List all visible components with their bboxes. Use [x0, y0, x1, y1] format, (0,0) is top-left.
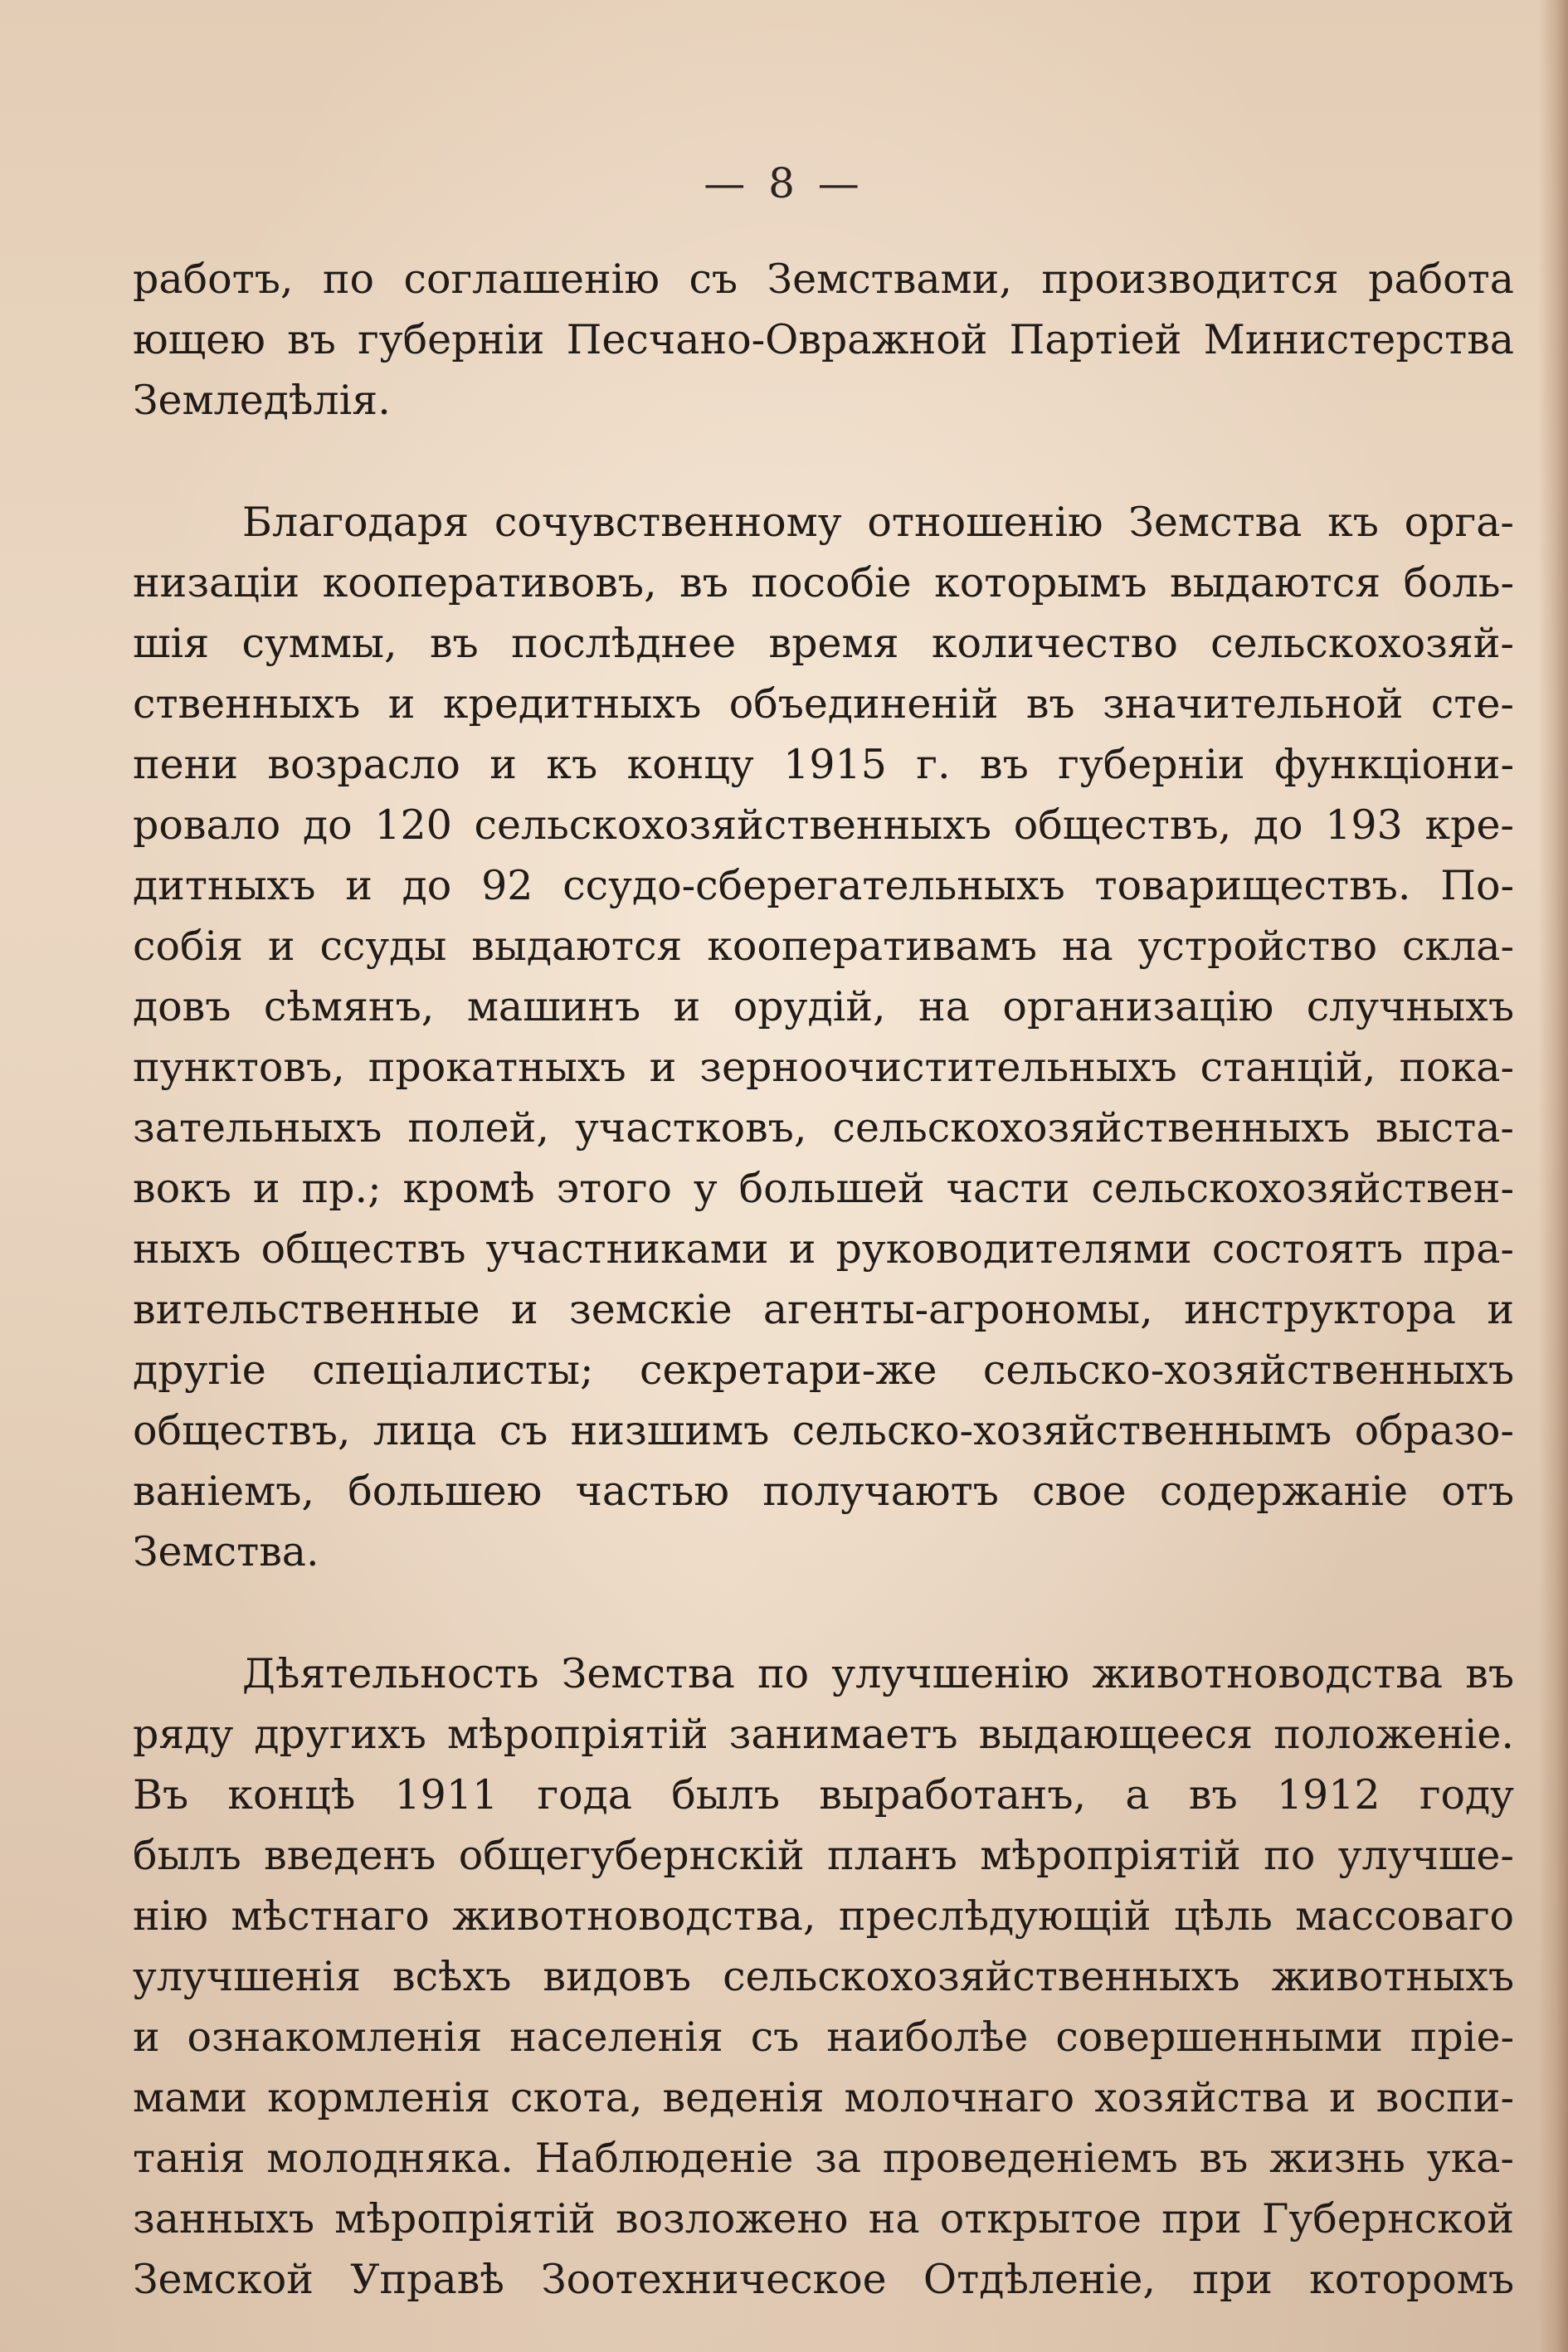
- text-line: Дѣятельность Земства по улучшенію животноводства въ: [242, 1650, 1514, 1697]
- text-line: и ознакомленія населенія съ наиболѣе совершенными пріе-: [133, 2014, 1514, 2061]
- text-line: танія молодняка. Наблюденіе за проведеніемъ въ жизнь ука-: [133, 2135, 1514, 2182]
- text-line: пени возрасло и къ концу 1915 г. въ губерніи функціони-: [133, 741, 1514, 788]
- text-line: пунктовъ, прокатныхъ и зерноочистительныхъ станцій, пока-: [133, 1044, 1514, 1091]
- text-line: Въ концѣ 1911 года былъ выработанъ, а въ 1912 году: [133, 1771, 1514, 1819]
- text-line: ваніемъ, большею частью получаютъ свое содержаніе отъ: [133, 1468, 1514, 1515]
- text-line: работъ, по соглашенію съ Земствами, производится работа: [133, 256, 1514, 303]
- text-line: низаціи кооперативовъ, въ пособіе которымъ выдаются боль-: [133, 559, 1514, 606]
- text-line: довъ сѣмянъ, машинъ и орудій, на организацію случныхъ: [133, 983, 1514, 1030]
- text-line: дитныхъ и до 92 ссудо-сберегательныхъ товариществъ. По-: [133, 862, 1514, 909]
- text-line: ственныхъ и кредитныхъ объединеній въ значительной сте-: [133, 680, 1514, 728]
- text-line: Земской Управѣ Зоотехническое Отдѣленіе, при которомъ: [133, 2256, 1514, 2303]
- text-line: ныхъ обществъ участниками и руководителями состоятъ пра-: [133, 1225, 1514, 1273]
- text-line: ровало до 120 сельскохозяйственныхъ обществъ, до 193 кре-: [133, 801, 1514, 849]
- text-line: ряду другихъ мѣропріятій занимаетъ выдающееся положеніе.: [133, 1711, 1514, 1758]
- text-line: Благодаря сочувственному отношенію Земства къ орга-: [242, 499, 1514, 546]
- text-line: собія и ссуды выдаются кооперативамъ на устройство скла-: [133, 923, 1514, 970]
- paragraph-2: [133, 492, 1514, 1582]
- page-number: — 8 —: [704, 159, 864, 207]
- text-line: Земледѣлія.: [133, 377, 391, 424]
- text-line: ющею въ губерніи Песчано-Овражной Партіей Министерства: [133, 316, 1514, 363]
- text-line: вокъ и пр.; кромѣ этого у большей части сельскохозяйствен-: [133, 1165, 1514, 1212]
- text-line: вительственные и земскіе агенты-агрономы, инструктора и: [133, 1286, 1514, 1333]
- text-line: другіе спеціалисты; секретари-же сельско-хозяйственныхъ: [133, 1346, 1514, 1394]
- text-line: нію мѣстнаго животноводства, преслѣдующій цѣль массоваго: [133, 1892, 1514, 1940]
- text-line: зательныхъ полей, участковъ, сельскохозяйственныхъ выста-: [133, 1104, 1514, 1152]
- text-line: улучшенія всѣхъ видовъ сельскохозяйственныхъ животныхъ: [133, 1953, 1514, 2000]
- paragraph-3: [133, 1643, 1514, 2310]
- text-line: Земства.: [133, 1528, 319, 1575]
- text-line: былъ введенъ общегубернскій планъ мѣропріятій по улучше-: [133, 1832, 1514, 1879]
- text-line: шія суммы, въ послѣднее время количество сельскохозяй-: [133, 620, 1514, 667]
- text-line: занныхъ мѣропріятій возложено на открытое при Губернской: [133, 2195, 1514, 2242]
- text-line: мами кормленія скота, веденія молочнаго хозяйства и воспи-: [133, 2074, 1514, 2121]
- text-line: обществъ, лица съ низшимъ сельско-хозяйственнымъ образо-: [133, 1407, 1514, 1454]
- paragraph-1: [133, 249, 1514, 431]
- page-edge-shadow: [1538, 0, 1568, 2352]
- body-text: [133, 249, 1514, 2352]
